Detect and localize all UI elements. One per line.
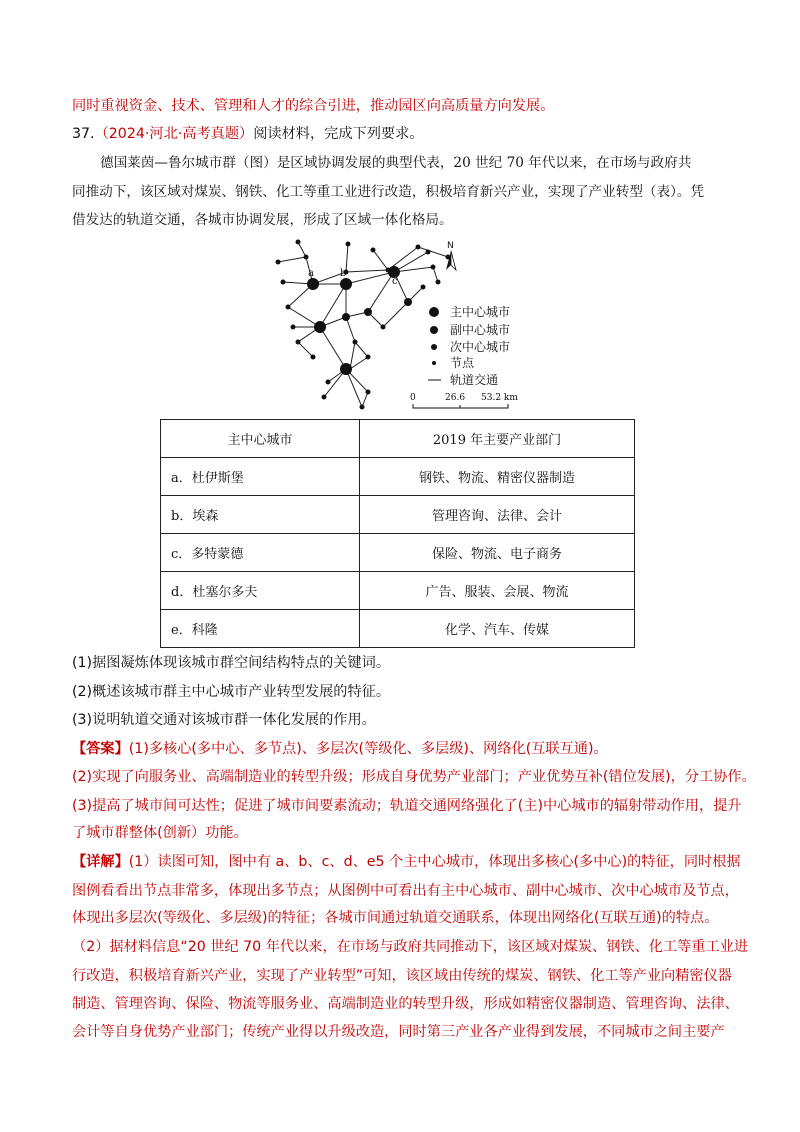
svg-text:0: 0 xyxy=(410,393,416,403)
detail-line-4: （2）据材料信息“20 世纪 70 年代以来，在市场与政府共同推动下，该区域对煤炭、钢铁、化工等重工业进 xyxy=(72,939,749,955)
table-header-city: 主中心城市 xyxy=(161,420,360,458)
city-label-a: a xyxy=(308,268,314,279)
table-row xyxy=(161,534,635,572)
city-network-map xyxy=(258,232,548,417)
table-cell-city: e．科隆 xyxy=(161,610,360,648)
legend-node: 节点 xyxy=(450,356,475,370)
table-cell-city: b．埃森 xyxy=(161,496,360,534)
answer-tag: 【答案】 xyxy=(72,741,129,757)
city-label-d: d xyxy=(315,324,322,335)
scale-bar xyxy=(410,393,518,408)
table-cell-industries: 化学、汽车、传媒 xyxy=(360,610,635,648)
sub-question-1: (1)据图凝炼体现该城市群空间结构特点的关键词。 xyxy=(72,655,391,671)
detail-line-6: 制造、管理咨询、保险、物流等服务业、高端制造业的转型升级，形成如精密仪器制造、管理咨询、法律、 xyxy=(72,996,739,1012)
network-nodes xyxy=(276,240,451,410)
answer-line-4: 了城市群整体(创新）功能。 xyxy=(72,825,248,841)
passage-line-1: 德国莱茵—鲁尔城市群（图）是区域协调发展的典型代表，20 世纪 70 年代以来，在市场与政府共 xyxy=(100,155,692,171)
legend-sub-center: 副中心城市 xyxy=(450,323,511,337)
detail-line-2: 图例看看出节点非常多，体现出多节点；从图例中可看出有主中心城市、副中心城市、次中心城市及节点， xyxy=(72,883,739,899)
table-cell-city: d．杜塞尔多夫 xyxy=(161,572,360,610)
carryover-answer-line: 同时重视资金、技术、管理和人才的综合引进，推动园区向高质量方向发展。 xyxy=(72,98,555,114)
passage-line-3: 借发达的轨道交通，各城市协调发展，形成了区域一体化格局。 xyxy=(72,212,453,228)
table-header-row xyxy=(161,420,635,458)
detail-tag: 【详解】 xyxy=(72,854,129,870)
rail-lines xyxy=(278,242,448,407)
detail-line-7: 会计等自身优势产业部门；传统产业得以升级改造，同时第三产业各产业得到发展，不同城市之间主要产 xyxy=(72,1024,725,1040)
legend-main-center: 主中心城市 xyxy=(450,305,511,319)
table-cell-city: c．多特蒙德 xyxy=(161,534,360,572)
city-label-e: e xyxy=(343,367,349,378)
question-number: 37. xyxy=(72,126,95,142)
city-label-b: b xyxy=(340,268,347,279)
city-label-c: c xyxy=(392,276,398,287)
table-cell-industries: 钢铁、物流、精密仪器制造 xyxy=(360,458,635,496)
industry-table xyxy=(160,419,635,648)
table-row xyxy=(161,610,635,648)
answer-line-3: (3)提高了城市间可达性；促进了城市间要素流动；轨道交通网络强化了(主)中心城市的辐射带动作用，提升 xyxy=(72,798,742,814)
legend-rail: 轨道交通 xyxy=(450,373,499,387)
detail-line-1 xyxy=(72,852,741,872)
question-instruction: 阅读材料，完成下列要求。 xyxy=(253,126,424,142)
question-source: （2024·河北·高考真题） xyxy=(94,126,254,142)
table-cell-industries: 保险、物流、电子商务 xyxy=(360,534,635,572)
question-header xyxy=(72,124,423,144)
answer-line-2: (2)实现了向服务业、高端制造业的转型升级；形成自身优势产业部门；产业优势互补(错位发展)，分工协作。 xyxy=(72,769,756,785)
table-row xyxy=(161,458,635,496)
svg-text:26.6: 26.6 xyxy=(445,393,466,403)
legend-secondary-center: 次中心城市 xyxy=(450,340,511,354)
detail-text-1: (1）读图可知，图中有 a、b、c、d、e5 个主中心城市，体现出多核心(多中心)的特征，同时根据 xyxy=(128,854,741,870)
sub-question-2: (2)概述该城市群主中心城市产业转型发展的特征。 xyxy=(72,684,391,700)
svg-text:53.2 km: 53.2 km xyxy=(481,393,518,403)
table-cell-industries: 广告、服装、会展、物流 xyxy=(360,572,635,610)
answer-line-1 xyxy=(72,739,608,759)
detail-line-5: 行改造，积极培育新兴产业，实现了产业转型”可知，该区域由传统的煤炭、钢铁、化工等产业向精密仪器 xyxy=(72,968,732,984)
map-legend xyxy=(428,304,510,387)
sub-question-3: (3)说明轨道交通对该城市群一体化发展的作用。 xyxy=(72,712,376,728)
table-row xyxy=(161,572,635,610)
detail-line-3: 体现出多层次(等级化、多层级)的特征；各城市间通过轨道交通联系，体现出网络化(互联互通)的特点。 xyxy=(72,910,719,926)
answer-text-1: (1)多核心(多中心、多节点)、多层次(等级化、多层级)、网络化(互联互通)。 xyxy=(128,741,608,757)
table-cell-industries: 管理咨询、法律、会计 xyxy=(360,496,635,534)
passage-line-2: 同推动下，该区域对煤炭、钢铁、化工等重工业进行改造，积极培育新兴产业，实现了产业转型（表）。凭 xyxy=(72,184,705,200)
city-b-dot xyxy=(340,278,352,290)
table-header-industries: 2019 年主要产业部门 xyxy=(360,420,635,458)
svg-text:N: N xyxy=(447,241,454,251)
table-row xyxy=(161,496,635,534)
table-cell-city: a．杜伊斯堡 xyxy=(161,458,360,496)
city-a-dot xyxy=(307,278,319,290)
sub-center-cities xyxy=(342,298,412,321)
